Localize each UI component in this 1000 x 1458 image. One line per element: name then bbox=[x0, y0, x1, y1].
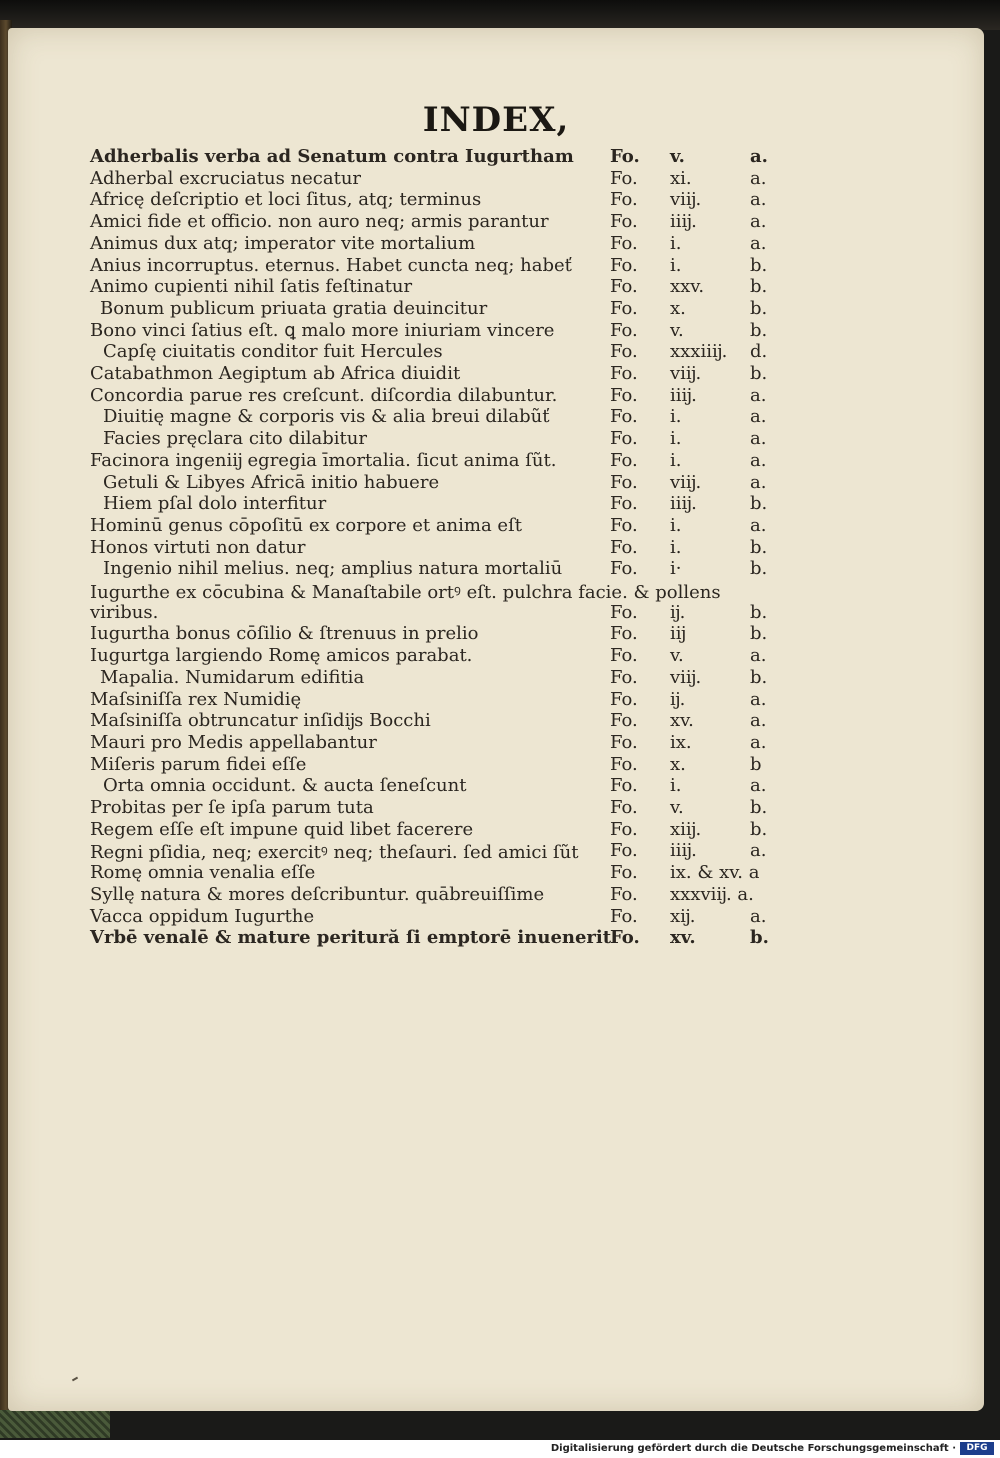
folio-side: b. bbox=[750, 558, 768, 580]
folio-side: a. bbox=[750, 775, 767, 797]
folio-side: b. bbox=[750, 666, 768, 688]
folio-side: b. bbox=[750, 536, 768, 558]
folio-number: iiĳ. bbox=[670, 211, 697, 233]
folio-number: x. bbox=[670, 753, 686, 775]
index-entry bbox=[8, 428, 984, 450]
folio-number: viĳ. bbox=[670, 189, 702, 211]
fo-label: Fo. bbox=[610, 558, 638, 580]
folio-number: i. bbox=[670, 514, 682, 536]
index-entry bbox=[8, 276, 984, 298]
index-entry bbox=[8, 732, 984, 754]
folio-side: a. bbox=[750, 189, 767, 211]
entry-text: Getuli & Libyes Africā initio habuere bbox=[103, 471, 440, 493]
index-entry bbox=[8, 623, 984, 645]
entry-text: Romę omnia venalia eſſe bbox=[90, 862, 316, 884]
entry-text: Iugurtga largiendo Romę amicos parabat. bbox=[90, 645, 473, 667]
index-entry bbox=[8, 320, 984, 342]
index-entry bbox=[8, 406, 984, 428]
fo-label: Fo. bbox=[610, 818, 638, 840]
folio-number: xi. bbox=[670, 167, 692, 189]
folio-side: a. bbox=[750, 384, 767, 406]
folio-number: xĳ. bbox=[670, 905, 696, 927]
entry-text: Hiem pſal dolo interfitur bbox=[103, 493, 327, 515]
book-page bbox=[8, 28, 984, 1411]
index-entry bbox=[8, 906, 984, 928]
folio-number: i. bbox=[670, 428, 682, 450]
fo-label: Fo. bbox=[610, 167, 638, 189]
folio-side: a. bbox=[750, 688, 767, 710]
entry-text: Probitas per ſe ipſa parum tuta bbox=[90, 797, 374, 818]
folio-number: ĳ. bbox=[670, 688, 686, 710]
index-entry bbox=[8, 797, 984, 819]
index-entry bbox=[8, 363, 984, 385]
index-entry bbox=[8, 862, 984, 884]
folio-side: b. bbox=[750, 601, 768, 623]
fo-label: Fo. bbox=[610, 905, 638, 927]
fo-label: Fo. bbox=[610, 211, 638, 233]
index-entry bbox=[8, 493, 984, 515]
folio-number: xxxiiĳ. bbox=[670, 341, 728, 363]
folio-number: ĳ. bbox=[670, 601, 686, 623]
fo-label: Fo. bbox=[610, 927, 640, 949]
entry-text: Orta omnia occidunt. & aucta ſeneſcunt bbox=[103, 775, 467, 797]
entry-text: Regem eſſe eſt impune quid libet facerere bbox=[90, 818, 474, 840]
folio-side: b. bbox=[750, 297, 768, 319]
index-entry bbox=[8, 602, 984, 624]
fo-label: Fo. bbox=[610, 883, 638, 905]
fo-label: Fo. bbox=[610, 536, 638, 558]
index-entry bbox=[8, 298, 984, 320]
index-entry bbox=[8, 558, 984, 580]
entry-text: Catabathmon Aegiptum ab Africa diuidit bbox=[90, 363, 461, 384]
entry-text: Bono vinci ſatius eſt. ꝗ malo more iniuriam vincere bbox=[90, 319, 555, 341]
index-entry bbox=[8, 168, 984, 190]
folio-side: a. bbox=[750, 167, 767, 189]
folio-number: xv. bbox=[670, 927, 696, 949]
folio-side: a. bbox=[750, 211, 767, 233]
binding-cloth bbox=[0, 1410, 110, 1438]
digitization-footer bbox=[0, 1440, 1000, 1458]
fo-label: Fo. bbox=[610, 493, 638, 515]
entry-text: Animus dux atq; imperator vite mortalium bbox=[90, 232, 476, 254]
dfg-logo: DFG bbox=[960, 1442, 994, 1455]
folio-side: b. bbox=[750, 493, 768, 515]
index-entry bbox=[8, 840, 984, 862]
entry-text: Mapalia. Numidarum edifitia bbox=[100, 666, 365, 688]
entry-text: Vrbē venalē & mature peritură ſi emptorē inuenerit bbox=[90, 927, 612, 949]
entry-text: Maſsiniſſa rex Numidię bbox=[90, 688, 302, 710]
fo-label: Fo. bbox=[610, 232, 638, 254]
fo-label: Fo. bbox=[610, 319, 638, 341]
fo-label: Fo. bbox=[610, 666, 638, 688]
folio-number: i· bbox=[670, 558, 682, 580]
entry-text: Facies pręclara cito dilabitur bbox=[103, 428, 367, 450]
folio-number: i. bbox=[670, 775, 682, 797]
folio-number: xxxviĳ. a. bbox=[670, 883, 754, 905]
fo-label: Fo. bbox=[610, 428, 638, 450]
fo-label: Fo. bbox=[610, 297, 638, 319]
entry-text: Honos virtuti non datur bbox=[90, 536, 306, 558]
funding-note: Digitalisierung gefördert durch die Deutsche Forschungsgemeinschaft · bbox=[550, 1443, 956, 1454]
index-entry bbox=[8, 819, 984, 841]
index-entry bbox=[8, 667, 984, 689]
fo-label: Fo. bbox=[610, 688, 638, 710]
entry-text: Facinora ingeniĳ egregia īmortalia. ſicut anima ſũt. bbox=[90, 449, 557, 471]
fo-label: Fo. bbox=[610, 514, 638, 536]
folio-number: iĳ bbox=[670, 623, 686, 645]
fo-label: Fo. bbox=[610, 645, 638, 667]
fo-label: Fo. bbox=[610, 254, 638, 276]
entry-text: Iugurtha bonus cōſilio & ſtrenuus in prelio bbox=[90, 623, 479, 645]
folio-side: a. bbox=[750, 731, 767, 753]
folio-number: xxv. bbox=[670, 276, 705, 298]
entry-text: Miſeris parum fidei eſſe bbox=[90, 753, 307, 775]
fo-label: Fo. bbox=[610, 276, 638, 298]
fo-label: Fo. bbox=[610, 449, 638, 471]
fo-label: Fo. bbox=[610, 146, 640, 167]
folio-number: v. bbox=[670, 319, 684, 341]
folio-side: a. bbox=[750, 710, 767, 732]
index-entry bbox=[8, 233, 984, 255]
fo-label: Fo. bbox=[610, 406, 638, 428]
folio-side: a. bbox=[750, 840, 767, 862]
index-entry bbox=[8, 775, 984, 797]
folio-side: a. bbox=[750, 449, 767, 471]
folio-number: viĳ. bbox=[670, 363, 702, 384]
fo-label: Fo. bbox=[610, 731, 638, 753]
index-entry bbox=[8, 515, 984, 537]
folio-number: x. bbox=[670, 297, 686, 319]
folio-number: i. bbox=[670, 406, 682, 428]
fo-label: Fo. bbox=[610, 710, 638, 732]
folio-side: b. bbox=[750, 254, 768, 276]
index-entry bbox=[8, 884, 984, 906]
fo-label: Fo. bbox=[610, 189, 638, 211]
entry-text: Regni pſidia, neq; exercitꝰ neq; theſauri. ſed amici ſũt bbox=[90, 842, 579, 864]
fo-label: Fo. bbox=[610, 862, 638, 884]
page-title: INDEX, bbox=[422, 100, 570, 140]
folio-side: a. bbox=[750, 232, 767, 254]
index-entry bbox=[8, 645, 984, 667]
index-entry bbox=[8, 754, 984, 776]
index-entry bbox=[8, 146, 984, 168]
folio-side: d. bbox=[750, 341, 768, 363]
folio-number: ix. bbox=[670, 731, 692, 753]
fo-label: Fo. bbox=[610, 775, 638, 797]
folio-side: b. bbox=[750, 927, 769, 949]
folio-number: viĳ. bbox=[670, 471, 702, 493]
entry-text: Africę deſcriptio et loci ſitus, atq; terminus bbox=[90, 189, 482, 211]
entry-text: Amici fide et officio. non auro neq; armis parantur bbox=[90, 211, 549, 233]
folio-number: ix. & xv. a bbox=[670, 862, 760, 884]
entry-text: Vacca oppidum Iugurthe bbox=[90, 905, 315, 927]
fo-label: Fo. bbox=[610, 341, 638, 363]
fo-label: Fo. bbox=[610, 840, 638, 862]
entry-text: Concordia parue res creſcunt. diſcordia dilabuntur. bbox=[90, 384, 558, 406]
folio-number: iiĳ. bbox=[670, 493, 697, 515]
entry-text: Adherbal excruciatus necatur bbox=[90, 167, 362, 189]
folio-number: v. bbox=[670, 146, 685, 167]
folio-side: a. bbox=[750, 645, 767, 667]
folio-side: b. bbox=[750, 276, 768, 298]
folio-number: i. bbox=[670, 536, 682, 558]
folio-number: viĳ. bbox=[670, 666, 702, 688]
entry-text: Hominū genus cōpoſitū ex corpore et anima eſt bbox=[90, 514, 522, 536]
binding-top-edge bbox=[0, 0, 1000, 30]
folio-side: a. bbox=[750, 905, 767, 927]
entry-text: Adherbalis verba ad Senatum contra Iugurtham bbox=[90, 146, 574, 167]
folio-side: b. bbox=[750, 623, 768, 645]
entry-text: viribus. bbox=[90, 601, 159, 623]
fo-label: Fo. bbox=[610, 363, 638, 384]
entry-text: Bonum publicum priuata gratia deuincitur bbox=[100, 297, 488, 319]
index-entry bbox=[8, 472, 984, 494]
folio-number: xv. bbox=[670, 710, 694, 732]
index-entry bbox=[8, 211, 984, 233]
folio-side: a. bbox=[750, 514, 767, 536]
entry-text: Iugurthe ex cōcubina & Manaſtabile ortꝰ eſt. pulchra facie. & pollens bbox=[90, 582, 721, 603]
folio-number: iiĳ. bbox=[670, 840, 697, 862]
fo-label: Fo. bbox=[610, 601, 638, 623]
entry-text: Diuitię magne & corporis vis & alia breui dilabũť bbox=[103, 406, 550, 428]
entry-text: Capſę ciuitatis conditor fuit Hercules bbox=[103, 341, 443, 363]
entry-text: Maſsiniſſa obtruncatur inſidĳs Bocchi bbox=[90, 710, 431, 732]
entry-text: Animo cupienti nihil ſatis feſtinatur bbox=[90, 276, 413, 298]
fo-label: Fo. bbox=[610, 623, 638, 645]
fo-label: Fo. bbox=[610, 471, 638, 493]
folio-side: a. bbox=[750, 406, 767, 428]
index-entry bbox=[8, 189, 984, 211]
index-entry bbox=[8, 927, 984, 949]
entry-text: Syllę natura & mores deſcribuntur. quābreuiſſime bbox=[90, 883, 545, 905]
folio-number: i. bbox=[670, 254, 682, 276]
folio-side: a. bbox=[750, 471, 767, 493]
folio-number: v. bbox=[670, 645, 684, 667]
folio-side: b. bbox=[750, 319, 768, 341]
fo-label: Fo. bbox=[610, 797, 638, 818]
fo-label: Fo. bbox=[610, 753, 638, 775]
folio-side: b. bbox=[750, 818, 768, 840]
folio-number: i. bbox=[670, 232, 682, 254]
folio-number: v. bbox=[670, 797, 684, 818]
index-entry bbox=[8, 689, 984, 711]
entry-text: Mauri pro Medis appellabantur bbox=[90, 731, 377, 753]
folio-side: b. bbox=[750, 797, 768, 818]
index-entry bbox=[8, 710, 984, 732]
folio-number: iiĳ. bbox=[670, 384, 697, 406]
index-entry bbox=[8, 385, 984, 407]
index-entry bbox=[8, 341, 984, 363]
ink-speck bbox=[72, 1377, 78, 1382]
entry-text: Ingenio nihil melius. neq; amplius natura mortaliū bbox=[103, 558, 563, 580]
fo-label: Fo. bbox=[610, 384, 638, 406]
folio-side: b. bbox=[750, 363, 768, 384]
folio-number: xiĳ. bbox=[670, 818, 702, 840]
entry-text: Anius incorruptus. eternus. Habet cuncta neq; habeť bbox=[90, 254, 572, 276]
index-entry bbox=[8, 450, 984, 472]
index-entry bbox=[8, 580, 984, 602]
folio-side: a. bbox=[750, 146, 768, 167]
folio-side: b bbox=[750, 753, 762, 775]
folio-number: i. bbox=[670, 449, 682, 471]
folio-side: a. bbox=[750, 428, 767, 450]
index-entry bbox=[8, 255, 984, 277]
index-entry bbox=[8, 537, 984, 559]
